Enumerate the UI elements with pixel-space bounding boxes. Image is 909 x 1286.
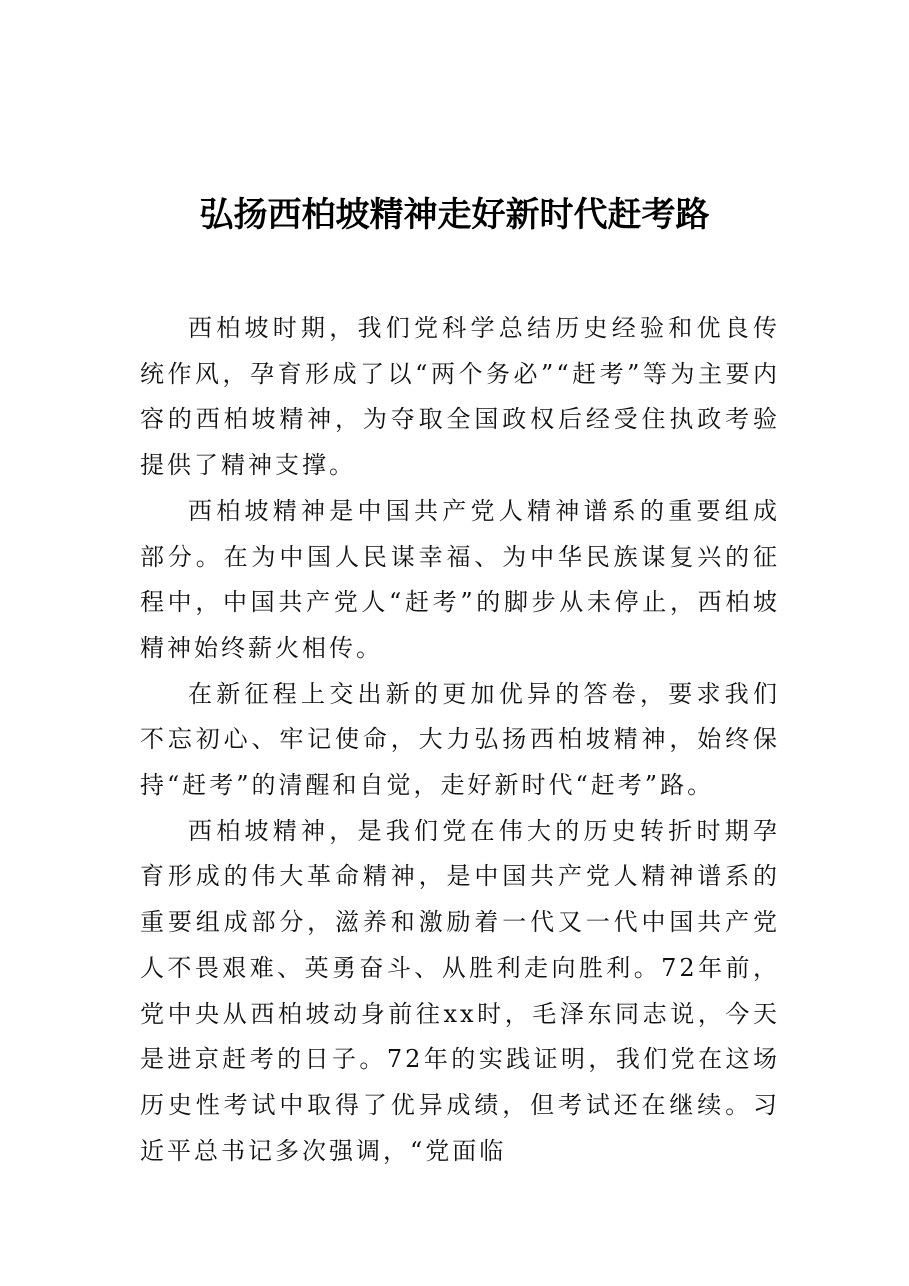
paragraph: 西柏坡精神，是我们党在伟大的历史转折时期孕育形成的伟大革命精神，是中国共产党人精神谱系的重要组成部分，滋养和激励着一代又一代中国共产党人不畏艰难、英勇奋斗、从胜利走向胜利。72年前，党中央从西柏坡动身前往xx时，毛泽东同志说，今天是进京赶考的日子。72年的实践证明，我们党在这场历史性考试中取得了优异成绩，但考试还在继续。习近平总书记多次强调，“党面临 [140,816,780,1165]
paragraph: 西柏坡精神是中国共产党人精神谱系的重要组成部分。在为中国人民谋幸福、为中华民族谋复兴的征程中，中国共产党人“赶考”的脚步从未停止，西柏坡精神始终薪火相传。 [140,496,780,662]
paragraph: 西柏坡时期，我们党科学总结历史经验和优良传统作风，孕育形成了以“两个务必”“赶考”等为主要内容的西柏坡精神，为夺取全国政权后经受住执政考验提供了精神支撑。 [140,314,780,480]
document-title: 弘扬西柏坡精神走好新时代赶考路 [199,195,710,235]
paragraph: 在新征程上交出新的更加优异的答卷，要求我们不忘初心、牢记使命，大力弘扬西柏坡精神，始终保持“赶考”的清醒和自觉，走好新时代“赶考”路。 [140,679,780,800]
document-body [140,306,780,1174]
